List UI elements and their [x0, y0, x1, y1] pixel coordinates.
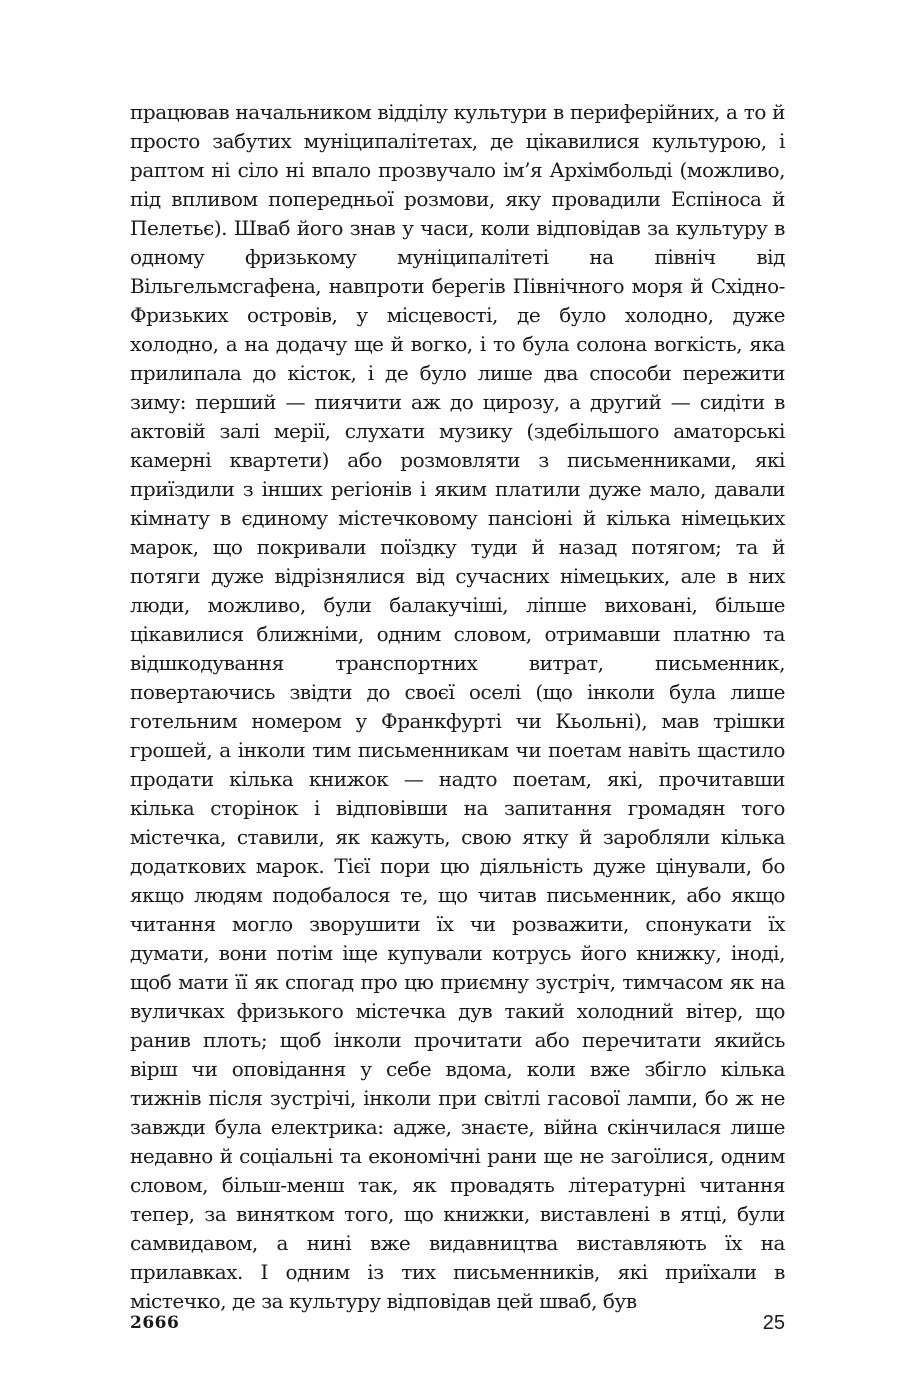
- page-number: 25: [762, 1312, 785, 1334]
- body-text: працював начальником відділу культури в периферійних, а то й просто забутих муніципалітетах, де цікавилися культурою, і раптом ні сіло ні впало прозвучало ім’я Архімбольді (можливо, під впливом попередньої розмови, яку провадили Еспіноса й Пелетьє). Шваб його знав у часи, коли відповідав за культуру в одному фризькому муніципалітеті на північ від Вільгельмсгафена, навпроти берегів Північного моря й Східно-Фризьких островів, у місцевості, де було холодно, дуже холодно, а на додачу ще й вогко, і то була солона вогкість, яка прилипала до кісток, і де було лише два способи пережити зиму: перший — пиячити аж до цирозу, а другий — сидіти в актовій залі мерії, слухати музику (здебільшого аматорські камерні квартети) або розмовляти з письменниками, які приїздили з інших регіонів і яким платили дуже мало, давали кімнату в єдиному містечковому пансіоні й кілька німецьких марок, що покривали поїздку туди й назад потягом; та й потяги дуже відрізнялися від сучасних німецьких, але в них люди, можливо, були балакучіші, ліпше виховані, більше цікавилися ближніми, одним словом, отримавши платню та відшкодування транспортних витрат, письменник, повертаючись звідти до своєї оселі (що інколи була лише готельним номером у Франкфурті чи Кьольні), мав трішки грошей, а інколи тим письменникам чи поетам навіть щастило продати кілька книжок — надто поетам, які, прочитавши кілька сторінок і відповівши на запитання громадян того містечка, ставили, як кажуть, свою ятку й заробляли кілька додаткових марок. Тієї пори цю діяльність дуже цінували, бо якщо людям подобалося те, що читав письменник, або якщо читання могло зворушити їх чи розважити, спонукати їх думати, вони потім іще купували котрусь його книжку, іноді, щоб мати її як спогад про цю приємну зустріч, тимчасом як на вуличках фризького містечка дув такий холодний вітер, що ранив плоть; щоб інколи прочитати або перечитати якийсь вірш чи оповідання у себе вдома, коли вже збігло кілька тижнів після зустрічі, інколи при світлі гасової лампи, бо ж не завжди була електрика: адже, знаєте, війна скінчилася лише недавно й соціальні та економічні рани ще не загоїлися, одним словом, більш-менш так, як провадять літературні читання тепер, за винятком того, що книжки, виставлені в ятці, були самвидавом, а нині вже видавництва виставляють їх на прилавках. І одним із тих письменників, які приїхали в містечко, де за культуру відповідав цей шваб, був: [130, 100, 785, 1313]
- running-footer-title: 2666: [130, 1313, 180, 1333]
